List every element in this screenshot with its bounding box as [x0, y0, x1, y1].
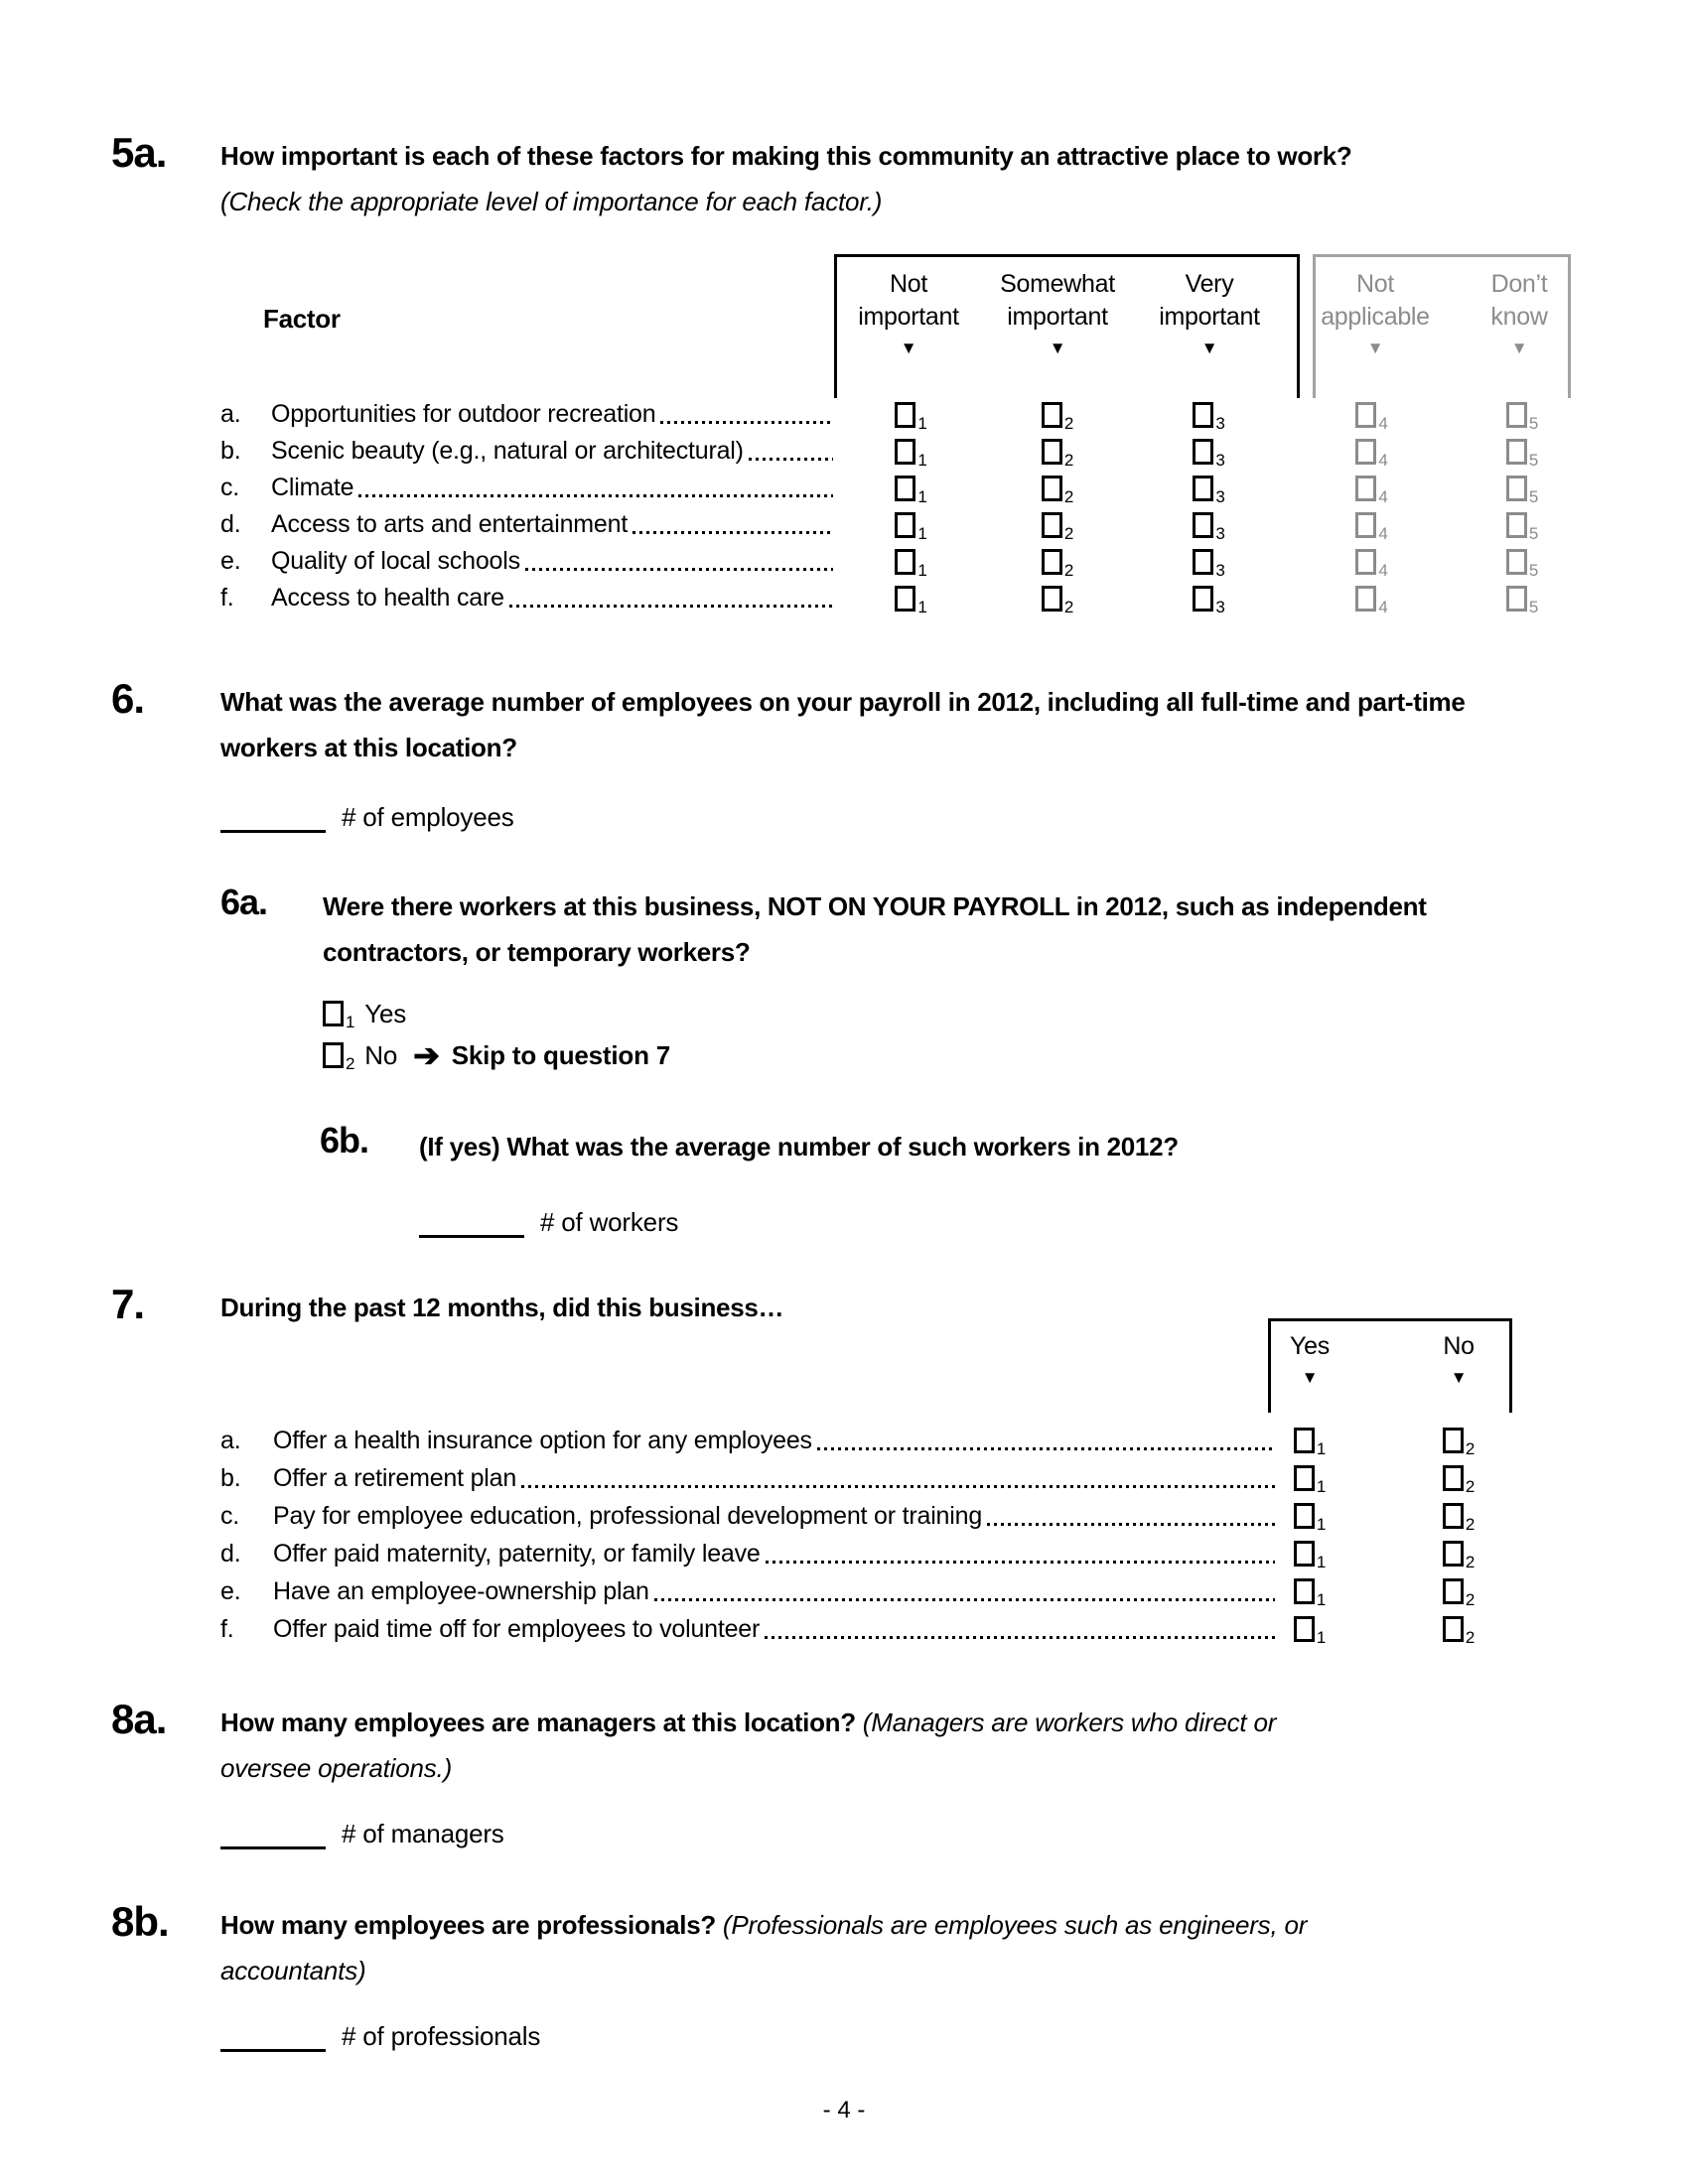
col-label-line1: Very	[1185, 270, 1234, 298]
checkbox-subscript: 4	[1378, 450, 1388, 470]
checkbox-subscript: 3	[1215, 450, 1225, 470]
checkbox-subscript: 1	[1316, 1590, 1327, 1609]
down-arrow-icon: ▼	[1450, 1368, 1468, 1387]
checkbox-somewhat-important[interactable]	[1042, 402, 1074, 433]
down-arrow-icon: ▼	[1510, 339, 1528, 357]
row-letter: d.	[220, 510, 241, 538]
checkbox-box	[1042, 549, 1062, 575]
q7-number: 7.	[111, 1281, 145, 1327]
checkbox-yes[interactable]	[1294, 1578, 1327, 1609]
checkbox-subscript: 5	[1528, 523, 1539, 543]
checkbox-yes[interactable]	[1294, 1541, 1327, 1571]
checkbox-subscript: 3	[1215, 597, 1225, 616]
checkbox-box	[1355, 439, 1376, 465]
checkbox-somewhat-important[interactable]	[1042, 439, 1074, 470]
row-label: Offer a retirement plan	[273, 1463, 517, 1492]
dotted-leader	[749, 458, 833, 461]
col-label-line1: Somewhat	[1000, 270, 1115, 298]
q8b-question	[220, 1902, 1392, 1993]
checkbox-yes[interactable]	[1294, 1616, 1327, 1647]
checkbox-box	[1193, 586, 1213, 612]
q6b-number: 6b.	[320, 1120, 369, 1160]
checkbox-subscript: 1	[1316, 1628, 1327, 1647]
factor-row	[220, 396, 1589, 433]
checkbox-subscript: 1	[917, 560, 927, 580]
checkbox-box	[895, 512, 915, 538]
checkbox-box	[1294, 1503, 1315, 1529]
q5a-number: 5a.	[111, 129, 167, 176]
row-label: Offer a health insurance option for any employees	[273, 1426, 812, 1454]
checkbox-subscript: 1	[917, 486, 927, 506]
skip-instruction: Skip to question 7	[451, 1039, 671, 1070]
checkbox-box	[1355, 512, 1376, 538]
row-letter: e.	[220, 547, 241, 575]
row-letter: f.	[220, 1614, 234, 1643]
checkbox-not-applicable[interactable]	[1355, 549, 1388, 580]
checkbox-yes[interactable]	[1294, 1428, 1327, 1458]
checkbox-box	[1193, 402, 1213, 428]
checkbox-box	[1193, 439, 1213, 465]
down-arrow-icon: ▼	[900, 339, 917, 357]
write-in-blank[interactable]	[220, 1821, 326, 1849]
q6a-question: Were there workers at this business, NOT ON YOUR PAYROLL in 2012, such as independent contractors, or temporary workers?	[323, 891, 1427, 967]
checkbox-box	[1443, 1465, 1464, 1491]
checkbox-box	[895, 439, 915, 465]
dotted-leader	[766, 1561, 1275, 1564]
row-label: Pay for employee education, professional development or training	[273, 1501, 983, 1530]
checkbox-subscript: 2	[1063, 413, 1074, 433]
col-label-line2: know	[1490, 303, 1548, 331]
checkbox-not-important[interactable]	[895, 549, 927, 580]
dotted-leader	[525, 568, 833, 571]
benefit-row	[220, 1459, 1579, 1497]
benefit-row	[220, 1610, 1579, 1648]
write-in-blank[interactable]	[220, 2023, 326, 2052]
checkbox-box	[1294, 1616, 1315, 1642]
checkbox-box	[1506, 439, 1527, 465]
checkbox-subscript: 4	[1378, 413, 1388, 433]
checkbox-subscript: 2	[1465, 1628, 1476, 1647]
dotted-leader	[654, 1598, 1275, 1601]
factor-row	[220, 543, 1589, 580]
option-label: No	[364, 1039, 398, 1070]
checkbox-box	[1506, 549, 1527, 575]
checkbox-yes[interactable]	[1294, 1465, 1327, 1496]
checkbox-yes[interactable]	[1294, 1503, 1327, 1534]
row-letter: c.	[220, 474, 240, 501]
checkbox-box	[323, 1042, 344, 1068]
q8a-answer	[220, 1819, 504, 1849]
factor-row	[220, 506, 1589, 543]
checkbox-box	[1506, 476, 1527, 501]
dotted-leader	[987, 1523, 1275, 1526]
checkbox-box	[1443, 1541, 1464, 1567]
checkbox-very-important[interactable]	[1193, 439, 1225, 470]
checkbox-subscript: 2	[1063, 560, 1074, 580]
q6a-option-yes	[323, 993, 406, 1034]
checkbox-box	[895, 402, 915, 428]
option-label: Yes	[364, 998, 407, 1028]
q8b-answer	[220, 2021, 540, 2052]
col-dont-know	[1420, 268, 1618, 357]
checkbox-subscript: 2	[1465, 1439, 1476, 1458]
checkbox-box	[1042, 586, 1062, 612]
checkbox-subscript: 1	[917, 413, 927, 433]
checkbox-not-important[interactable]	[895, 402, 927, 433]
q7-question: During the past 12 months, did this business…	[220, 1293, 784, 1322]
checkbox-box	[1193, 512, 1213, 538]
checkbox-not-important[interactable]	[895, 476, 927, 506]
checkbox-subscript: 2	[1063, 523, 1074, 543]
checkbox-subscript: 4	[1378, 597, 1388, 616]
checkbox-box	[323, 1001, 344, 1026]
q8a-number: 8a.	[111, 1696, 167, 1742]
col-label: Yes	[1290, 1332, 1330, 1360]
checkbox-subscript: 4	[1378, 523, 1388, 543]
checkbox-subscript: 3	[1215, 413, 1225, 433]
checkbox-box	[1355, 402, 1376, 428]
checkbox-subscript: 1	[1316, 1439, 1327, 1458]
checkbox-subscript: 5	[1528, 560, 1539, 580]
col-label: No	[1443, 1332, 1475, 1360]
checkbox-not-applicable[interactable]	[1355, 512, 1388, 543]
dotted-leader	[660, 421, 833, 424]
checkbox-not-applicable[interactable]	[1355, 439, 1388, 470]
checkbox-box	[895, 549, 915, 575]
checkbox-subscript: 1	[1316, 1553, 1327, 1571]
checkbox-subscript: 5	[1528, 450, 1539, 470]
col-label-line2: important	[1007, 303, 1108, 331]
q5a-question: How important is each of these factors for making this community an attractive place to work?	[220, 141, 1352, 171]
checkbox-very-important[interactable]	[1193, 512, 1225, 543]
checkbox-dont-know[interactable]	[1506, 512, 1539, 543]
checkbox-subscript: 3	[1215, 486, 1225, 506]
checkbox-subscript: 4	[1378, 486, 1388, 506]
factor-row	[220, 470, 1589, 506]
row-letter: b.	[220, 1463, 241, 1492]
checkbox-box	[1506, 402, 1527, 428]
checkbox-no[interactable]	[1443, 1616, 1476, 1647]
checkbox-box	[895, 586, 915, 612]
row-label: Offer paid maternity, paternity, or family leave	[273, 1539, 761, 1568]
checkbox-subscript: 5	[1528, 597, 1539, 616]
row-letter: a.	[220, 1426, 241, 1454]
checkbox-subscript: 2	[1465, 1477, 1476, 1496]
q6-number: 6.	[111, 675, 145, 722]
checkbox-box	[1443, 1578, 1464, 1604]
factor-row	[220, 580, 1589, 616]
checkbox-box	[1042, 512, 1062, 538]
checkbox-no[interactable]	[1443, 1465, 1476, 1496]
checkbox-very-important[interactable]	[1193, 586, 1225, 616]
checkbox-not-important[interactable]	[895, 512, 927, 543]
checkbox-subscript: 2	[1063, 450, 1074, 470]
q6-answer	[220, 802, 514, 833]
checkbox-dont-know[interactable]	[1506, 549, 1539, 580]
checkbox-box	[1042, 476, 1062, 501]
factor-row	[220, 433, 1589, 470]
checkbox-box	[1294, 1578, 1315, 1604]
checkbox-subscript: 1	[346, 1013, 355, 1031]
col-label-line1: Don’t	[1490, 270, 1548, 298]
blank-label: # of employees	[342, 802, 514, 832]
checkbox-box	[1355, 476, 1376, 501]
checkbox-box	[1355, 549, 1376, 575]
write-in-blank[interactable]	[419, 1209, 524, 1238]
col-label-line2: important	[1159, 303, 1260, 331]
checkbox-subscript: 5	[1528, 486, 1539, 506]
down-arrow-icon: ▼	[1366, 339, 1384, 357]
down-arrow-icon: ▼	[1200, 339, 1218, 357]
benefit-row	[220, 1535, 1579, 1572]
checkbox-box	[1506, 586, 1527, 612]
q6a-number: 6a.	[220, 882, 268, 922]
page-number: - 4 -	[822, 2097, 866, 2123]
checkbox-dont-know[interactable]	[1506, 439, 1539, 470]
checkbox-subscript: 1	[1316, 1515, 1327, 1534]
checkbox-subscript: 1	[917, 597, 927, 616]
checkbox-not-important[interactable]	[895, 439, 927, 470]
row-label: Offer paid time off for employees to volunteer	[273, 1614, 761, 1643]
benefit-row	[220, 1422, 1579, 1459]
checkbox-no[interactable]	[1443, 1541, 1476, 1571]
down-arrow-icon: ▼	[1301, 1368, 1319, 1387]
checkbox-box	[1443, 1503, 1464, 1529]
blank-label: # of workers	[540, 1207, 679, 1237]
row-letter: a.	[220, 400, 241, 428]
write-in-blank[interactable]	[220, 804, 326, 833]
q8a-question	[220, 1700, 1352, 1791]
checkbox-subscript: 3	[1215, 560, 1225, 580]
col-label-line1: Not	[889, 270, 927, 298]
checkbox-box	[1193, 549, 1213, 575]
checkbox-somewhat-important[interactable]	[1042, 476, 1074, 506]
checkbox-subscript: 2	[1465, 1553, 1476, 1571]
col-label-line2: applicable	[1321, 303, 1430, 331]
checkbox-box	[1294, 1428, 1315, 1453]
checkbox-yes[interactable]	[323, 1001, 355, 1031]
row-label: Access to health care	[271, 584, 504, 612]
row-label: Access to arts and entertainment	[271, 510, 629, 538]
row-label: Quality of local schools	[271, 547, 520, 575]
row-label: Climate	[271, 474, 354, 501]
q6b-answer	[419, 1207, 678, 1238]
checkbox-not-applicable[interactable]	[1355, 402, 1388, 433]
checkbox-not-applicable[interactable]	[1355, 476, 1388, 506]
checkbox-very-important[interactable]	[1193, 549, 1225, 580]
q6a-option-no	[323, 1034, 670, 1076]
checkbox-not-important[interactable]	[895, 586, 927, 616]
row-letter: e.	[220, 1576, 241, 1605]
checkbox-somewhat-important[interactable]	[1042, 586, 1074, 616]
checkbox-subscript: 2	[1465, 1590, 1476, 1609]
checkbox-box	[1042, 439, 1062, 465]
checkbox-box	[1042, 402, 1062, 428]
dotted-leader	[765, 1636, 1275, 1639]
checkbox-somewhat-important[interactable]	[1042, 549, 1074, 580]
row-label: Scenic beauty (e.g., natural or architectural)	[271, 437, 744, 465]
checkbox-no[interactable]	[1443, 1503, 1476, 1534]
row-letter: d.	[220, 1539, 241, 1568]
dotted-leader	[521, 1485, 1275, 1488]
checkbox-box	[895, 476, 915, 501]
checkbox-subscript: 1	[1316, 1477, 1327, 1496]
q8a-question-bold: How many employees are managers at this location?	[220, 1707, 856, 1737]
skip-arrow-icon: ➔	[413, 1037, 440, 1073]
checkbox-box	[1506, 512, 1527, 538]
checkbox-subscript: 4	[1378, 560, 1388, 580]
dotted-leader	[633, 531, 833, 534]
q8b-question-italic: (Professionals are employees such as engineers, or accountants)	[220, 1910, 1308, 1985]
benefit-row	[220, 1497, 1579, 1535]
checkbox-subscript: 1	[917, 523, 927, 543]
row-letter: f.	[220, 584, 234, 612]
checkbox-somewhat-important[interactable]	[1042, 512, 1074, 543]
dotted-leader	[509, 605, 833, 608]
row-label: Have an employee-ownership plan	[273, 1576, 649, 1605]
dotted-leader	[817, 1447, 1275, 1450]
row-label: Opportunities for outdoor recreation	[271, 400, 656, 428]
row-letter: c.	[220, 1501, 240, 1530]
checkbox-subscript: 2	[1063, 597, 1074, 616]
checkbox-no[interactable]	[323, 1042, 355, 1073]
q5a-instruction: (Check the appropriate level of importance for each factor.)	[220, 187, 883, 216]
blank-label: # of professionals	[342, 2021, 541, 2051]
checkbox-subscript: 2	[346, 1054, 355, 1073]
dotted-leader	[358, 494, 833, 497]
checkbox-subscript: 1	[917, 450, 927, 470]
checkbox-no[interactable]	[1443, 1428, 1476, 1458]
checkbox-subscript: 5	[1528, 413, 1539, 433]
checkbox-subscript: 2	[1063, 486, 1074, 506]
factor-column-label: Factor	[263, 304, 341, 334]
checkbox-very-important[interactable]	[1193, 476, 1225, 506]
col-label-line2: important	[858, 303, 959, 331]
row-letter: b.	[220, 437, 241, 465]
checkbox-box	[1193, 476, 1213, 501]
checkbox-dont-know[interactable]	[1506, 586, 1539, 616]
q6b-question: (If yes) What was the average number of such workers in 2012?	[419, 1132, 1179, 1161]
blank-label: # of managers	[342, 1819, 504, 1848]
benefit-row	[220, 1572, 1579, 1610]
checkbox-box	[1294, 1465, 1315, 1491]
down-arrow-icon: ▼	[1049, 339, 1066, 357]
q8a-question-italic: (Managers are workers who direct or oversee operations.)	[220, 1707, 1277, 1783]
checkbox-not-applicable[interactable]	[1355, 586, 1388, 616]
q8b-number: 8b.	[111, 1898, 169, 1945]
checkbox-box	[1443, 1428, 1464, 1453]
q6-question: What was the average number of employees on your payroll in 2012, including all full-time and part-time workers at this location?	[220, 687, 1466, 762]
checkbox-very-important[interactable]	[1193, 402, 1225, 433]
checkbox-dont-know[interactable]	[1506, 402, 1539, 433]
checkbox-dont-know[interactable]	[1506, 476, 1539, 506]
checkbox-subscript: 3	[1215, 523, 1225, 543]
checkbox-subscript: 2	[1465, 1515, 1476, 1534]
col-label-line1: Not	[1355, 270, 1394, 298]
checkbox-box	[1355, 586, 1376, 612]
checkbox-box	[1294, 1541, 1315, 1567]
checkbox-no[interactable]	[1443, 1578, 1476, 1609]
checkbox-box	[1443, 1616, 1464, 1642]
col-no	[1359, 1330, 1558, 1387]
q8b-question-bold: How many employees are professionals?	[220, 1910, 716, 1940]
